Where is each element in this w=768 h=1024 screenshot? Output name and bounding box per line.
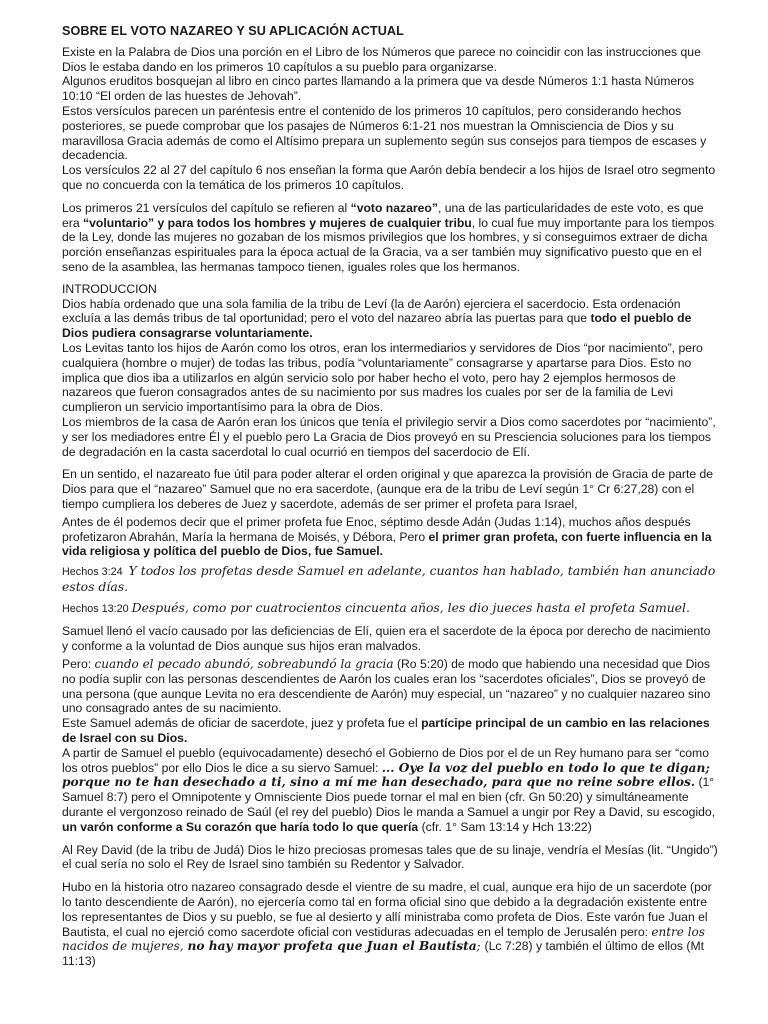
intro-paragraph-3: Estos versículos parecen un paréntesis entre el contenido de los primeros 10 capítulos, pero considerando hechos posteriores, se puede comprobar que los pasajes de Números 6:1-21 nos muestran la Omnisciencia de Dios y su maravillosa Gracia además de como el Altísimo prepara un suplemento según sus consejos para tiempos de escases y decadencia. (62, 103, 707, 163)
verse-reference: Hechos 3:24 (62, 566, 123, 579)
paragraph-gracia: Pero: cuando el pecado abundó, sobreabundó la gracia (Ro 5:20) de modo que habiendo una necesidad que Dios no podía suplir con las personas descendientes de Aarón los cuales eran los “sacerdotes oficiales”, Dios se proveyó de una persona (que aunque Levita no era descendiente de Aarón) muy especial, un “nazareo” y no cualquier nazareo sino uno consagrado antes de su nacimiento. (62, 657, 711, 716)
paragraph-rey: A partir de Samuel el pueblo (equivocadamente) desechó el Gobierno de Dios por el de un Rey humano para ser “como los otros pueblos” por ello Dios le dice a su siervo Samuel: ... Oye la voz del pueblo en todo lo que te digan; porque no te han desechado a ti, sino a mí me han desechado, para que no reine sobre ellos. (1° Samuel 8:7) pero el Omnipotente y Omnisciente Dios puede tornar el mal en bien (cfr. Gn 50:20) y simultáneamente durante el vergonzoso reinado de Saúl (el rey del pueblo) Dios le manda a Samuel a ungir por Rey a David, su escogido, un varón conforme a Su corazón que haría todo lo que quería (cfr. 1° Sam 13:14 y Hch 13:22) (62, 745, 716, 834)
intro-paragraph-4: Los versículos 22 al 27 del capítulo 6 nos enseñan la forma que Aarón debía bendecir a los hijos de Israel otro segmento que no concuerda con la temática de los primeros 10 capítulos. (62, 163, 716, 192)
paragraph-cambio: Este Samuel además de oficiar de sacerdote, juez y profeta fue el partícipe principal de un cambio en las relaciones de Israel con su Dios. (62, 716, 710, 746)
intro-paragraph-1: Existe en la Palabra de Dios una porción en el Libro de los Números que parece no coincidir con las instrucciones que Dios le estaba dando en los primeros 10 capítulos a su pueblo para organizarse. (62, 44, 701, 74)
paragraph-david: Al Rey David (de la tribu de Judá) Dios le hizo preciosas promesas tales que de su linaje, vendría el Mesías (lit. “Ungido”) el cual sería no solo el Rey de Israel sino también su Redentor y Salvador. (62, 842, 718, 872)
verse-hechos-13-20 (62, 601, 718, 617)
paragraph-ordenacion: Dios había ordenado que una sola familia de la tribu de Leví (la de Aarón) ejerciera el sacerdocio. Esta ordenación excluía a las demás tribus de tal oportunidad; pero el voto del nazareo abría las puertas para que todo el pueblo de Dios pudiera consagrarse voluntariamente. (62, 296, 692, 341)
verse-hechos-3-24 (62, 564, 718, 596)
paragraph-levitas: Los Levitas tanto los hijos de Aarón como los otros, eran los intermediarios y servidores de Dios “por nacimiento”, pero cualquiera (hombre o mujer) de todas las tribus, podía “voluntariamente” consagrarse y apartarse para Dios. Esto no implica que dios iba a utilizarlos en algún servicio solo por haber hecho el voto, pero hay 2 ejemplos hermosos de nazareos que fueron consagrados antes de su nacimiento por sus madres los cuales por ser de la familia de Levi cumplieron un servicio importantísimo para la obra de Dios. (62, 340, 703, 415)
paragraph-miembros: Los miembros de la casa de Aarón eran los únicos que tenía el privilegio servir a Dios como sacerdotes por “nacimiento”, y ser los mediadores entre Él y el pueblo pero La Gracia de Dios proveyó en su Presciencia soluciones para los tiempos de degradación en la casta sacerdotal lo cual ocurrió en tiempos del sacerdocio de Elí. (62, 414, 716, 459)
verse-text: Después, como por cuatrocientos cincuenta años, les dio jueces hasta el profeta Samuel. (131, 599, 690, 615)
intro-paragraph-2: Algunos eruditos bosquejan al libro en cinco partes llamando a la primera que va desde Números 1:1 hasta Números 10:10 “El orden de las huestes de Jehovah”. (62, 74, 695, 104)
paragraph-nazareato: En un sentido, el nazareato fue útil para poder alterar el orden original y que aparezca la provisión de Gracia de parte de Dios para que el “nazareo” Samuel que no era sacerdote, (aunque era de la tribu de Leví según 1° Cr 6:27,28) con el tiempo cumpliera los deberes de Juez y sacerdote, además de ser primer el profeta para Israel, (62, 467, 714, 511)
section-heading: INTRODUCCION (62, 281, 157, 296)
paragraph-voto-nazareo: Los primeros 21 versículos del capítulo se refieren al “voto nazareo”, una de las particularidades de este voto, es que era “voluntario” y para todos los hombres y mujeres de cualquier tribu, lo cual fue muy importante para los tiempos de la Ley, donde las mujeres no gozaban de los mismos privilegios que los hombres, y si conseguimos extraer de dicha porción enseñanzas espirituales para la época actual de la Gracia, va a ser también muy significativo puesto que en el seno de la asamblea, las hermanas tampoco tienen, iguales roles que los hermanos. (62, 200, 715, 274)
paragraph-juan-bautista: Hubo en la historia otro nazareo consagrado desde el vientre de su madre, el cual, aunque era hijo de un sacerdote (por lo tanto descendiente de Aarón), no ejercería como tal en forma oficial sino que debido a la degradación existente entre los representantes de Dios y su pueblo, se fue al desierto y allí ministraba como profeta de Dios. Este varón fue Juan el Bautista, el cual no ejerció como sacerdote oficial con vestiduras adecuadas en el templo de Jerusalén pero: entre los nacidos de mujeres, no hay mayor profeta que Juan el Bautista; (Lc 7:28) y también el último de ellos (Mt 11:13) (62, 880, 712, 969)
paragraph-samuel: Samuel llenó el vacío causado por las deficiencias de Elí, quien era el sacerdote de la época por derecho de nacimiento y conforme a la voluntad de Dios aunque sus hijos eran malvados. (62, 624, 711, 654)
document-title: SOBRE EL VOTO NAZAREO Y SU APLICACIÓN ACTUAL (62, 24, 404, 38)
paragraph-primer-profeta: Antes de él podemos decir que el primer profeta fue Enoc, séptimo desde Adán (Judas 1:14), muchos años después profetizaron Abrahán, María la hermana de Moisés, y Débora, Pero el primer gran profeta, con fuerte influencia en la vida religiosa y política del pueblo de Dios, fue Samuel. (62, 514, 712, 559)
verse-text: Y todos los profetas desde Samuel en adelante, cuantos han hablado, también han anunciado estos días. (62, 563, 716, 594)
verse-reference: Hechos 13:20 (62, 602, 129, 615)
